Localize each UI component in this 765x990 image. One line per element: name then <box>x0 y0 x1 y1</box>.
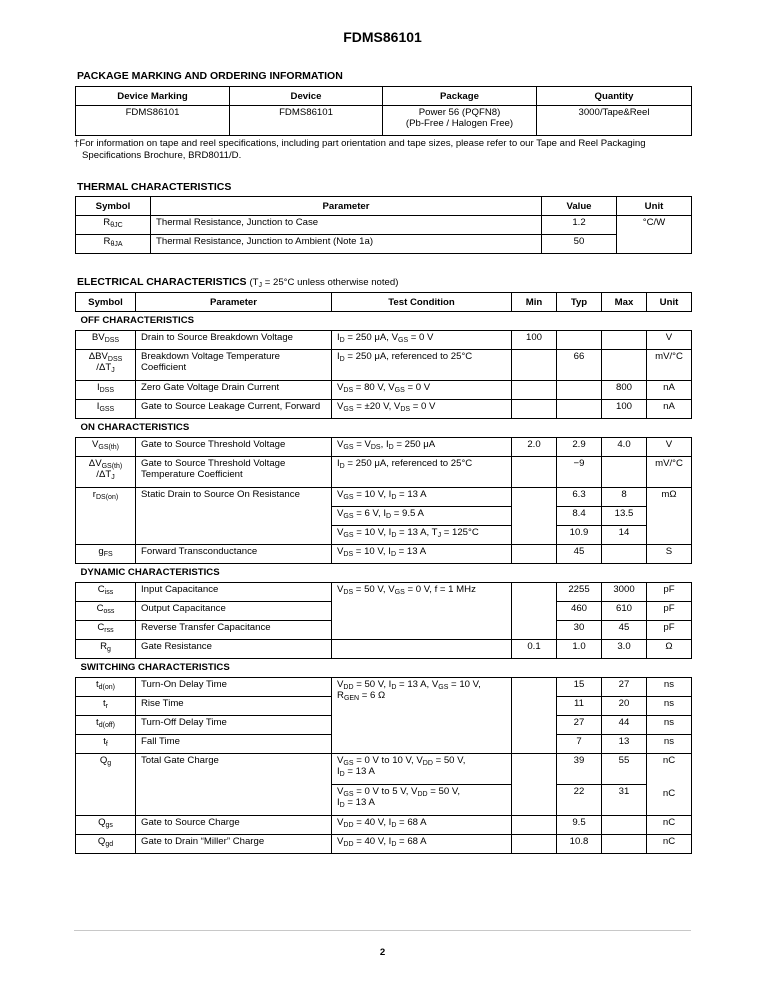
condition-cell: $V_{GS} = V_{DS}$, $I_D = 250$ μA <box>332 438 512 457</box>
symbol-cell: $V_{GS(th)}$ <box>76 438 136 457</box>
typ-cell: 66 <box>557 350 602 381</box>
max-cell: 45 <box>602 621 647 640</box>
value-cell: 50 <box>542 235 617 254</box>
min-cell <box>512 816 557 835</box>
col-header: Device <box>230 87 383 106</box>
max-cell <box>602 331 647 350</box>
unit-cell: V <box>647 438 692 457</box>
min-cell <box>512 835 557 854</box>
min-cell <box>512 400 557 419</box>
param-cell: Output Capacitance <box>136 602 332 621</box>
param-cell: Gate to Source Charge <box>136 816 332 835</box>
param-cell: Total Gate Charge <box>136 754 332 816</box>
condition-cell: $V_{DS} = 50$ V, $V_{GS} = 0$ V, f = 1 MHz <box>332 583 512 640</box>
min-cell <box>512 381 557 400</box>
max-cell: 100 <box>602 400 647 419</box>
max-cell <box>602 350 647 381</box>
max-cell: 14 <box>602 526 647 545</box>
group-heading: SWITCHING CHARACTERISTICS <box>76 659 692 678</box>
col-header: Device Marking <box>76 87 230 106</box>
typ-cell: 2255 <box>557 583 602 602</box>
condition-cell: $V_{DD} = 50$ V, $I_D = 13$ A, $V_{GS} = 10$ V, $R_{GEN} = 6$ Ω <box>332 678 512 754</box>
package-table <box>75 86 692 136</box>
col-header: Symbol <box>76 197 151 216</box>
max-cell: 4.0 <box>602 438 647 457</box>
typ-cell: 10.8 <box>557 835 602 854</box>
max-cell <box>602 457 647 488</box>
param-cell: Gate to Source Threshold Voltage <box>136 438 332 457</box>
max-cell: 610 <box>602 602 647 621</box>
min-cell <box>512 583 557 640</box>
symbol-cell: $g_{FS}$ <box>76 545 136 564</box>
group-heading: OFF CHARACTERISTICS <box>76 312 692 331</box>
symbol-cell: $t_{d(off)}$ <box>76 716 136 735</box>
max-cell: 13 <box>602 735 647 754</box>
symbol-cell: $C_{oss}$ <box>76 602 136 621</box>
max-cell: 3000 <box>602 583 647 602</box>
symbol-cell: $I_{DSS}$ <box>76 381 136 400</box>
col-header: Parameter <box>136 293 332 312</box>
typ-cell: 8.4 <box>557 507 602 526</box>
symbol-cell: $R_{\theta JC}$ <box>76 216 151 235</box>
condition-cell: $V_{DD} = 40$ V, $I_D = 68$ A <box>332 816 512 835</box>
col-header: Unit <box>617 197 692 216</box>
max-cell: 8 <box>602 488 647 507</box>
typ-cell: 9.5 <box>557 816 602 835</box>
param-cell: Thermal Resistance, Junction to Case <box>151 216 542 235</box>
param-cell: Gate Resistance <box>136 640 332 659</box>
unit-cell: mV/°C <box>647 350 692 381</box>
unit-cell: nC <box>647 835 692 854</box>
typ-cell: 10.9 <box>557 526 602 545</box>
symbol-cell: $\Delta V_{GS(th)}$ $/\Delta T_J$ <box>76 457 136 488</box>
unit-cell: nC <box>647 816 692 835</box>
group-heading: ON CHARACTERISTICS <box>76 419 692 438</box>
symbol-cell: $R_{\theta JA}$ <box>76 235 151 254</box>
typ-cell: 27 <box>557 716 602 735</box>
unit-cell: nA <box>647 400 692 419</box>
unit-cell: ns <box>647 697 692 716</box>
condition-cell: $V_{GS} = 10$ V, $I_D = 13$ A <box>332 488 512 507</box>
electrical-table <box>75 292 692 854</box>
electrical-heading: ELECTRICAL CHARACTERISTICS ($T_J = 25^\circ C$ unless otherwise noted) <box>77 276 399 289</box>
condition-cell: $V_{GS} = \pm 20$ V, $V_{DS} = 0$ V <box>332 400 512 419</box>
param-cell: Input Capacitance <box>136 583 332 602</box>
unit-cell: °C/W <box>617 216 692 254</box>
typ-cell: 45 <box>557 545 602 564</box>
footnote: †For information on tape and reel specifications, including part orientation and tape sizes, please refer to our Tape and Reel Packaging Specifications Brochure, BRD8011/D. <box>74 138 646 161</box>
unit-cell: ns <box>647 735 692 754</box>
package-heading: PACKAGE MARKING AND ORDERING INFORMATION <box>77 70 343 82</box>
param-cell: Forward Transconductance <box>136 545 332 564</box>
max-cell: 27 <box>602 678 647 697</box>
param-cell: Turn-Off Delay Time <box>136 716 332 735</box>
condition-cell: $I_D = 250$ μA, $V_{GS} = 0$ V <box>332 331 512 350</box>
unit-cell: pF <box>647 602 692 621</box>
condition-cell: $V_{DS} = 10$ V, $I_D = 13$ A <box>332 545 512 564</box>
col-header: Quantity <box>537 87 692 106</box>
min-cell <box>512 350 557 381</box>
col-header: Test Condition <box>332 293 512 312</box>
device-marking-cell: FDMS86101 <box>76 106 230 136</box>
group-heading: DYNAMIC CHARACTERISTICS <box>76 564 692 583</box>
col-header: Min <box>512 293 557 312</box>
condition-cell <box>332 640 512 659</box>
symbol-cell: $t_{d(on)}$ <box>76 678 136 697</box>
param-cell: Rise Time <box>136 697 332 716</box>
max-cell <box>602 816 647 835</box>
symbol-cell: $C_{rss}$ <box>76 621 136 640</box>
typ-cell: 11 <box>557 697 602 716</box>
quantity-cell: 3000/Tape&Reel <box>537 106 692 136</box>
col-header: Parameter <box>151 197 542 216</box>
typ-cell <box>557 331 602 350</box>
min-cell <box>512 545 557 564</box>
col-header: Value <box>542 197 617 216</box>
unit-cell: ns <box>647 716 692 735</box>
max-cell: 13.5 <box>602 507 647 526</box>
unit-cell: S <box>647 545 692 564</box>
param-cell: Fall Time <box>136 735 332 754</box>
typ-cell: 7 <box>557 735 602 754</box>
min-cell: 2.0 <box>512 438 557 457</box>
symbol-cell: $Q_{gd}$ <box>76 835 136 854</box>
condition-cell: $V_{DD} = 40$ V, $I_D = 68$ A <box>332 835 512 854</box>
typ-cell: 15 <box>557 678 602 697</box>
condition-cell: $V_{GS} = 0$ V to 10 V, $V_{DD} = 50$ V, $I_D = 13$ A <box>332 754 512 785</box>
condition-cell: $I_D = 250$ μA, referenced to 25°C <box>332 350 512 381</box>
symbol-cell: $BV_{DSS}$ <box>76 331 136 350</box>
thermal-table <box>75 196 692 254</box>
typ-cell: 30 <box>557 621 602 640</box>
symbol-cell: $C_{iss}$ <box>76 583 136 602</box>
unit-cell: mΩ <box>647 488 692 545</box>
param-cell: Reverse Transfer Capacitance <box>136 621 332 640</box>
max-cell: 44 <box>602 716 647 735</box>
symbol-cell: $t_r$ <box>76 697 136 716</box>
typ-cell: 2.9 <box>557 438 602 457</box>
max-cell: 800 <box>602 381 647 400</box>
unit-cell: mV/°C <box>647 457 692 488</box>
condition-cell: $V_{DS} = 80$ V, $V_{GS} = 0$ V <box>332 381 512 400</box>
min-cell <box>512 457 557 488</box>
typ-cell: 39 <box>557 754 602 785</box>
typ-cell: 460 <box>557 602 602 621</box>
condition-cell: $V_{GS} = 10$ V, $I_D = 13$ A, $T_J = 125^\circ C$ <box>332 526 512 545</box>
param-cell: Static Drain to Source On Resistance <box>136 488 332 545</box>
unit-cell: pF <box>647 583 692 602</box>
typ-cell: 6.3 <box>557 488 602 507</box>
col-header: Unit <box>647 293 692 312</box>
condition-cell: $V_{GS} = 0$ V to 5 V, $V_{DD} = 50$ V, $I_D = 13$ A <box>332 785 512 816</box>
symbol-cell: $I_{GSS}$ <box>76 400 136 419</box>
max-cell: 20 <box>602 697 647 716</box>
param-cell: Turn-On Delay Time <box>136 678 332 697</box>
symbol-cell: $r_{DS(on)}$ <box>76 488 136 545</box>
unit-cell: nC nC <box>647 754 692 816</box>
symbol-cell: $\Delta BV_{DSS}$ $/\Delta T_J$ <box>76 350 136 381</box>
min-cell: 0.1 <box>512 640 557 659</box>
typ-cell: 1.0 <box>557 640 602 659</box>
min-cell <box>512 754 557 816</box>
thermal-heading: THERMAL CHARACTERISTICS <box>77 181 232 193</box>
max-cell <box>602 835 647 854</box>
unit-cell: nA <box>647 381 692 400</box>
device-cell: FDMS86101 <box>230 106 383 136</box>
typ-cell <box>557 400 602 419</box>
col-header: Package <box>383 87 537 106</box>
max-cell <box>602 545 647 564</box>
min-cell: 100 <box>512 331 557 350</box>
package-cell: Power 56 (PQFN8) (Pb-Free / Halogen Free) <box>383 106 537 136</box>
param-cell: Thermal Resistance, Junction to Ambient (Note 1a) <box>151 235 542 254</box>
param-cell: Zero Gate Voltage Drain Current <box>136 381 332 400</box>
condition-cell: $V_{GS} = 6$ V, $I_D = 9.5$ A <box>332 507 512 526</box>
param-cell: Drain to Source Breakdown Voltage <box>136 331 332 350</box>
max-cell: 31 <box>602 785 647 816</box>
symbol-cell: $Q_{gs}$ <box>76 816 136 835</box>
param-cell: Breakdown Voltage Temperature Coefficient <box>136 350 332 381</box>
unit-cell: V <box>647 331 692 350</box>
unit-cell: ns <box>647 678 692 697</box>
param-cell: Gate to Source Leakage Current, Forward <box>136 400 332 419</box>
symbol-cell: $Q_g$ <box>76 754 136 816</box>
col-header: Typ <box>557 293 602 312</box>
symbol-cell: $R_g$ <box>76 640 136 659</box>
col-header: Max <box>602 293 647 312</box>
param-cell: Gate to Source Threshold Voltage Temperature Coefficient <box>136 457 332 488</box>
page-title: FDMS86101 <box>343 29 422 45</box>
max-cell: 55 <box>602 754 647 785</box>
col-header: Symbol <box>76 293 136 312</box>
value-cell: 1.2 <box>542 216 617 235</box>
symbol-cell: $t_f$ <box>76 735 136 754</box>
min-cell <box>512 678 557 754</box>
unit-cell: Ω <box>647 640 692 659</box>
param-cell: Gate to Drain “Miller” Charge <box>136 835 332 854</box>
min-cell <box>512 488 557 545</box>
typ-cell: 22 <box>557 785 602 816</box>
condition-cell: $I_D = 250$ μA, referenced to 25°C <box>332 457 512 488</box>
typ-cell <box>557 381 602 400</box>
typ-cell: −9 <box>557 457 602 488</box>
page-number: 2 <box>379 947 386 958</box>
footer-divider <box>74 930 691 931</box>
max-cell: 3.0 <box>602 640 647 659</box>
unit-cell: pF <box>647 621 692 640</box>
